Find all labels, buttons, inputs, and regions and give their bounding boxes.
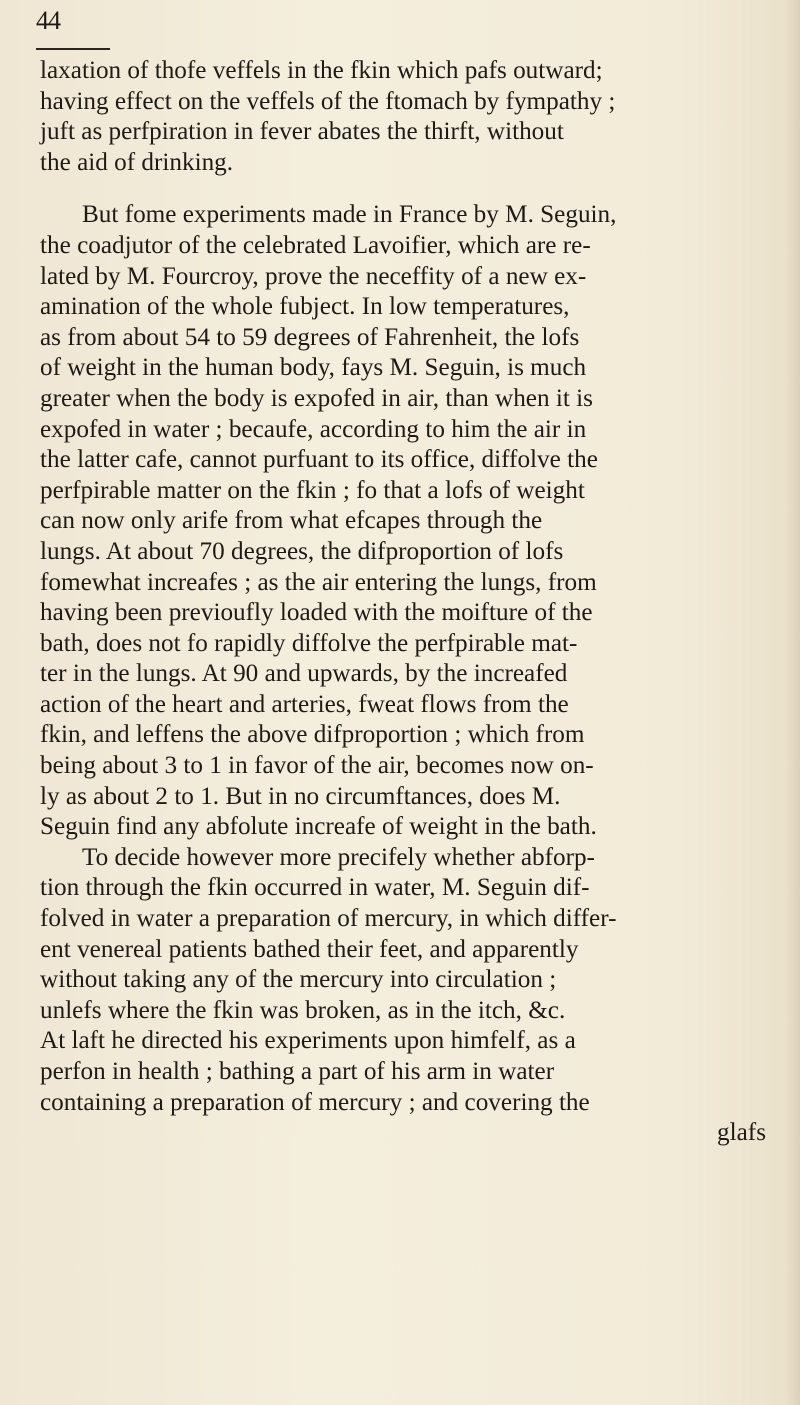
text-line: perfpirable matter on the fkin ; fo that a lofs of weight <box>40 476 585 504</box>
text-line: Seguin find any abfolute increafe of weight in the bath. <box>40 813 597 841</box>
page-edge-shadow <box>786 0 800 1405</box>
text-line: containing a preparation of mercury ; and covering the <box>40 1088 590 1116</box>
text-line: amination of the whole fubject. In low temperatures, <box>40 293 570 321</box>
header-rule <box>36 48 110 50</box>
paragraph-1 <box>40 56 776 178</box>
text-line: At laft he directed his experiments upon himfelf, as a <box>40 1027 576 1055</box>
text-line: having effect on the veffels of the ftomach by fympathy ; <box>40 87 616 115</box>
text-line: expofed in water ; becaufe, according to him the air in <box>40 415 587 443</box>
text-line: ent venereal patients bathed their feet, and apparently <box>40 935 579 963</box>
text-line: ly as about 2 to 1. But in no circumftances, does M. <box>40 782 561 810</box>
paragraph-gap <box>40 178 776 200</box>
text-line: juft as perfpiration in fever abates the thirft, without <box>40 118 564 146</box>
text-line: without taking any of the mercury into circulation ; <box>40 966 557 994</box>
text-line: tion through the fkin occurred in water, M. Seguin dif- <box>40 874 590 902</box>
text-line: To decide however more precifely whether abforp- <box>82 843 595 871</box>
text-line: having been previoufly loaded with the moifture of the <box>40 599 593 627</box>
body-text <box>40 56 776 1149</box>
text-line: can now only arife from what efcapes through the <box>40 507 543 535</box>
text-line: lated by M. Fourcroy, prove the neceffity of a new ex- <box>40 262 587 290</box>
text-line: lungs. At about 70 degrees, the difproportion of lofs <box>40 537 564 565</box>
text-line: of weight in the human body, fays M. Seguin, is much <box>40 354 587 382</box>
text-line: perfon in health ; bathing a part of his arm in water <box>40 1058 555 1085</box>
text-line: unlefs where the fkin was broken, as in the itch, &c. <box>40 996 566 1024</box>
text-line: the aid of drinking. <box>40 148 234 176</box>
text-line: the latter cafe, cannot purfuant to its office, diffolve the <box>40 446 598 474</box>
paragraph-2 <box>40 200 776 1118</box>
text-line: ter in the lungs. At 90 and upwards, by the increafed <box>40 660 568 688</box>
text-line: action of the heart and arteries, fweat flows from the <box>40 690 569 718</box>
text-line: greater when the body is expofed in air, than when it is <box>40 384 593 412</box>
text-line: But fome experiments made in France by M. Seguin, <box>82 201 617 229</box>
text-line: fomewhat increafes ; as the air entering the lungs, from <box>40 568 597 596</box>
text-line: folved in water a preparation of mercury, in which differ- <box>40 905 617 933</box>
text-line: the coadjutor of the celebrated Lavoifier, which are re- <box>40 231 591 259</box>
text-line: fkin, and leffens the above difproportion ; which from <box>40 721 585 749</box>
text-line: laxation of thofe veffels in the fkin which pafs outward; <box>40 57 603 84</box>
text-line: bath, does not fo rapidly diffolve the perfpirable mat- <box>40 629 578 657</box>
text-line: being about 3 to 1 in favor of the air, becomes now on- <box>40 752 594 780</box>
text-line: as from about 54 to 59 degrees of Fahrenheit, the lofs <box>40 323 580 351</box>
page-number: 44 <box>36 6 60 35</box>
catchword: glafs <box>717 1119 766 1147</box>
